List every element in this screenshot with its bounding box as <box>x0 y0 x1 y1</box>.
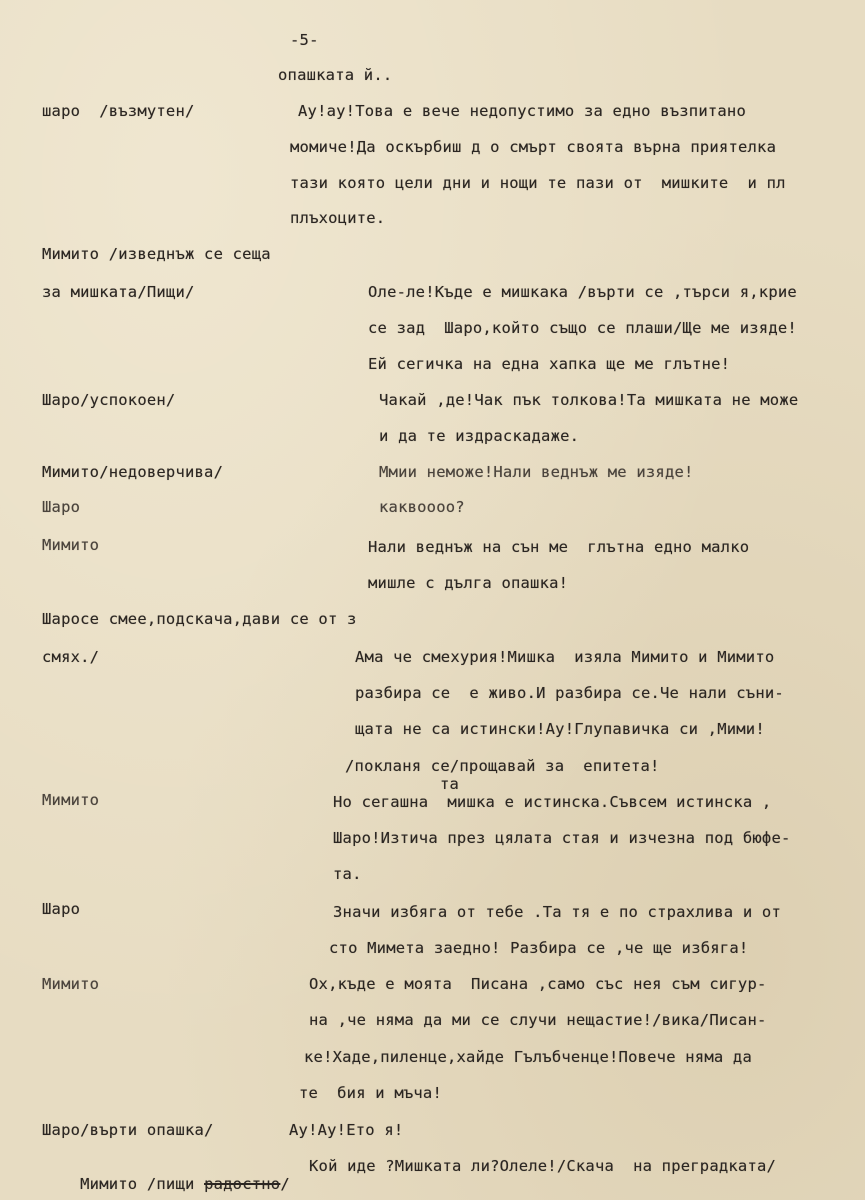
dialogue-line: се зад Шаро,който също се плаши/Ще ме изяде! <box>368 319 797 337</box>
speaker-suffix: / <box>280 1175 290 1193</box>
dialogue-line: те бия и мъча! <box>299 1084 442 1102</box>
dialogue-line: та. <box>333 865 362 883</box>
page-number: -5- <box>290 31 319 49</box>
dialogue-line: Чакай ,де!Чак пък толкова!Та мишката не може <box>379 391 799 409</box>
dialogue-line: Шаро!Изтича през цялата стая и изчезна под бюфе- <box>333 829 791 847</box>
dialogue-line: Ау!Ау!Ето я! <box>289 1121 404 1139</box>
stage-direction: Шаросе смее,подскача,дави се от з <box>42 610 357 628</box>
dialogue-line: Значи избяга от тебе .Та тя е по страхлива и от <box>333 903 781 921</box>
speaker-name: Шаро <box>42 900 81 918</box>
speaker-name: Мимито/недоверчива/ <box>42 463 224 481</box>
dialogue-line: Нали веднъж на сън ме глътна едно малко <box>368 538 750 556</box>
struck-word: радостно <box>204 1175 281 1193</box>
dialogue-line: Ох,къде е моята Писана ,само със нея съм сигур- <box>309 975 767 993</box>
dialogue-line: Ммии неможе!Нали веднъж ме изяде! <box>379 463 694 481</box>
speaker-prefix: Мимито /пищи <box>80 1175 205 1193</box>
dialogue-line: Ей сегичка на една хапка ще ме глътне! <box>368 355 731 373</box>
speaker-name <box>42 1157 290 1200</box>
dialogue-line: Кой иде ?Мишката ли?Олеле!/Скача на преградката/ <box>309 1157 777 1175</box>
dialogue-line: каквоооо? <box>379 498 465 516</box>
speaker-name: шаро /възмутен/ <box>42 102 195 120</box>
dialogue-line: /покланя се/прощавай за епитета! <box>345 757 660 775</box>
dialogue-line: момиче!Да оскърбиш д о смърт своята върна приятелка <box>290 138 777 156</box>
stage-direction: смях./ <box>42 648 100 666</box>
stage-direction: Мимито /изведнъж се сеща <box>42 245 271 263</box>
dialogue-line: мишле с дълга опашка! <box>368 574 569 592</box>
dialogue-line: Ама че смехурия!Мишка изяла Мимито и Мимито <box>355 648 775 666</box>
dialogue-line: тази която цели дни и нощи те пази от мишките и пл <box>290 174 786 192</box>
dialogue-line: на ,че няма да ми се случи нещастие!/вика/Писан- <box>309 1011 767 1029</box>
speaker-name: Шаро <box>42 498 81 516</box>
dialogue-line: плъхоците. <box>290 209 386 227</box>
dialogue-line: Но сегашна мишка е истинска.Съвсем истинска , <box>333 793 772 811</box>
speaker-name: Мимито <box>42 536 100 554</box>
dialogue-line: Оле-ле!Къде е мишкака /върти се ,търси я,крие <box>368 283 797 301</box>
dialogue-line: разбира се е живо.И разбира се.Че нали съни- <box>355 684 784 702</box>
speaker-name: Мимито <box>42 975 100 993</box>
dialogue-line: ке!Хаде,пиленце,хайде Гълъбченце!Повече няма да <box>304 1048 752 1066</box>
stage-direction: за мишката/Пищи/ <box>42 283 195 301</box>
dialogue-line: сто Мимета заедно! Разбира се ,че ще избяга! <box>329 939 749 957</box>
speaker-name: Шаро/успокоен/ <box>42 391 176 409</box>
dialogue-line: щата не са истински!Ау!Глупавичка си ,Мими! <box>355 720 765 738</box>
speaker-name: Мимито <box>42 791 100 809</box>
dialogue-line: и да те издраскадаже. <box>379 427 580 445</box>
opening-line: опашката й.. <box>278 66 393 84</box>
dialogue-line: Ау!ау!Това е вече недопустимо за едно възпитано <box>298 102 746 120</box>
speaker-name: Шаро/върти опашка/ <box>42 1121 214 1139</box>
typed-insertion: та <box>440 775 460 793</box>
